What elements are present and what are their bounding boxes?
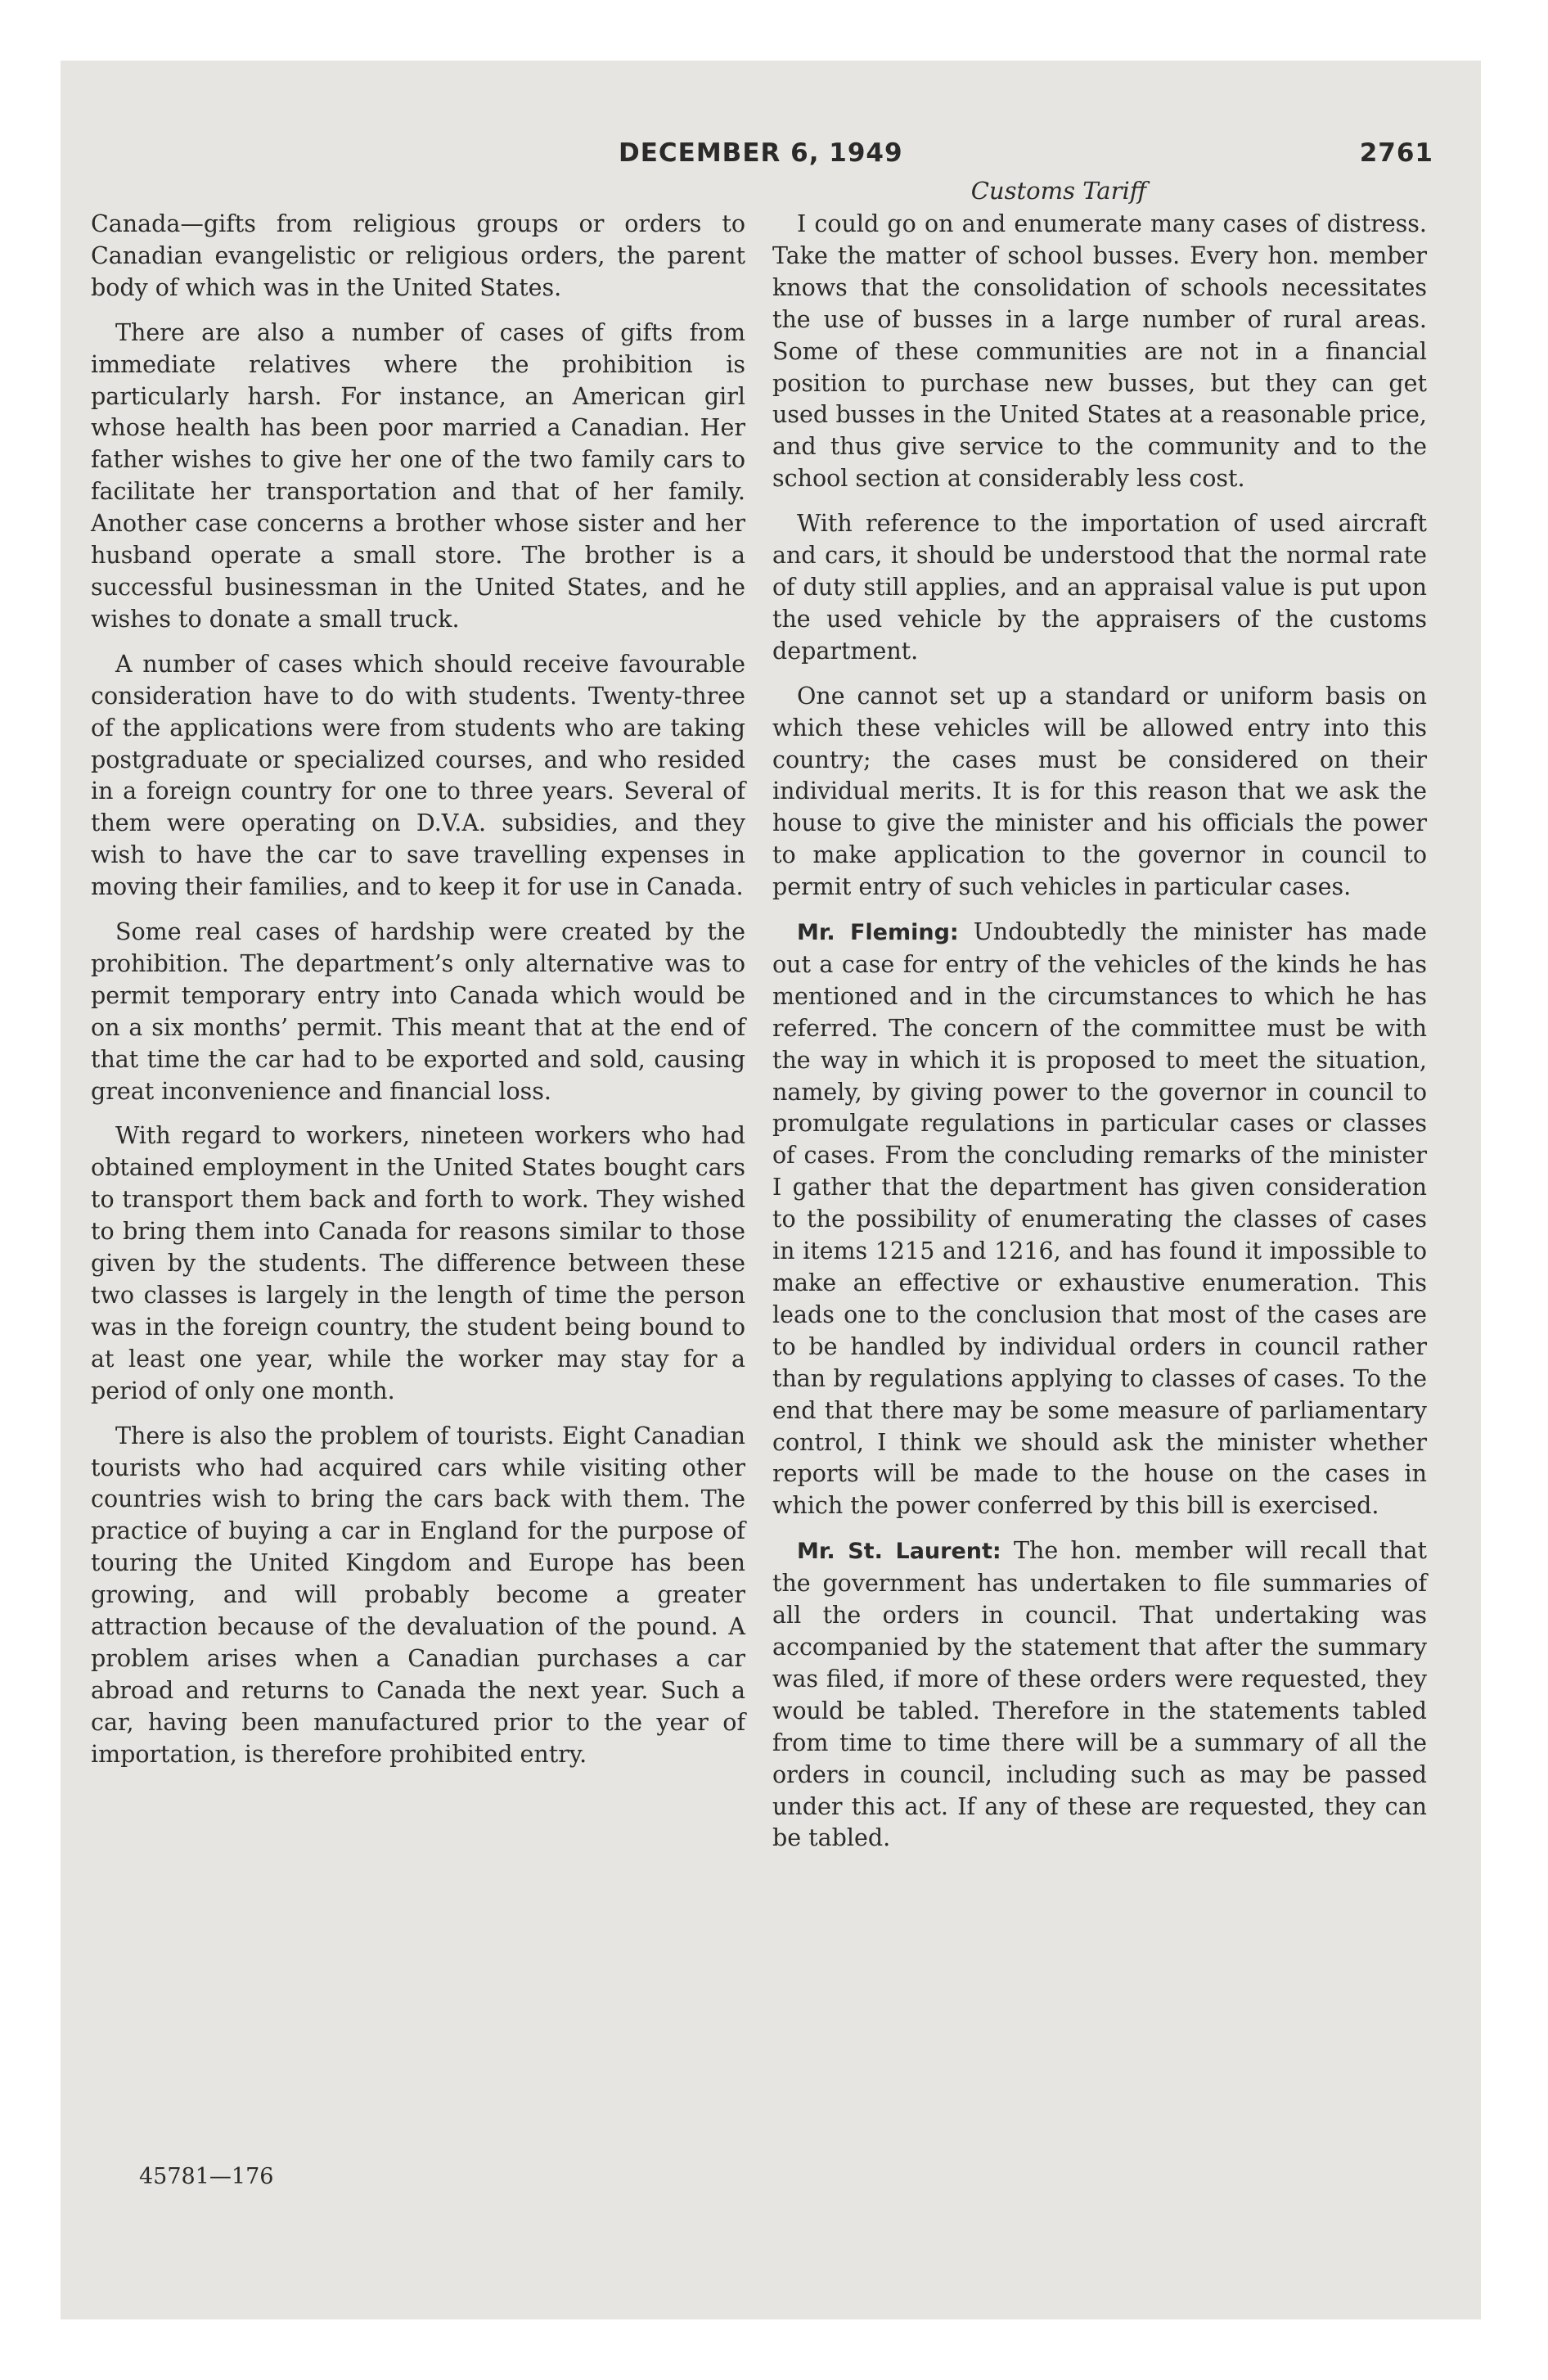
page-number: 2761 xyxy=(1359,138,1433,168)
paragraph: One cannot set up a standard or uniform basis on which these vehicles will be allowed entry into this country; the cases must be considered on their individual merits. It is for this reason that we ask the house to give the minister and his officials the power to make application to the governor in council to permit entry of such vehicles in particular cases. xyxy=(772,682,1427,901)
speech-text: The hon. member will recall that the government has undertaken to file summaries of all the orders in council. That undertaking was accompanied by the statement that after the summary was filed, if more of these orders were requested, they would be tabled. Therefore in the statements tabled from time to time there will be a summary of all the orders in council, including such as may be passed under this act. If any of these are requested, they can be tabled. xyxy=(772,1537,1427,1852)
running-subject: Customs Tariff xyxy=(970,177,1147,205)
paragraph: Canada—gifts from religious groups or orders to Canadian evangelistic or religious orders, the parent body of which was in the United States. xyxy=(91,210,745,301)
paragraph: Some real cases of hardship were created by the prohibition. The department’s only alternative was to permit temporary entry into Canada which would be on a six months’ permit. This meant that at the end of that time the car had to be exported and sold, causing great inconvenience and financial loss. xyxy=(91,918,745,1105)
document-page xyxy=(61,61,1481,2319)
paragraph: With regard to workers, nineteen workers who had obtained employment in the United States bought cars to transport them back and forth to work. They wished to bring them into Canada for reasons similar to those given by the students. The difference between these two classes is largely in the length of time the person was in the foreign country, the student being bound to at least one year, while the worker may stay for a period of only one month. xyxy=(91,1122,745,1404)
speaker-name: Mr. Fleming: xyxy=(797,920,959,946)
left-column xyxy=(91,209,745,1784)
speech-text: Undoubtedly the minister has made out a case for entry of the vehicles of the kinds he has mentioned and in the circumstances to which he has referred. The concern of the committee must be with the way in which it is proposed to meet the situation, namely, by giving power to the governor in council to promulgate regulations in particular cases or classes of cases. From the concluding remarks of the minister I gather that the department has given consideration to the possibility of enumerating the classes of cases in items 1215 and 1216, and has found it impossible to make an effective or exhaustive enumeration. This leads one to the conclusion that most of the cases are to be handled by individual orders in council rather than by regulations applying to classes of cases. To the end that there may be some measure of parliamentary control, I think we should ask the minister whether reports will be made to the house on the cases in which the power conferred by this bill is exercised. xyxy=(772,918,1428,1520)
paragraph: With reference to the importation of used aircraft and cars, it should be understood that the normal rate of duty still applies, and an appraisal value is put upon the used vehicle by the appraisers of the customs department. xyxy=(772,510,1427,665)
paragraph: I could go on and enumerate many cases of distress. Take the matter of school busses. Every hon. member knows that the consolidation of schools necessitates the use of busses in a large number of rural areas. Some of these communities are not in a financial position to purchase new busses, but they can get used busses in the United States at a reasonable price, and thus give service to the community and to the school section at considerably less cost. xyxy=(772,210,1427,493)
paragraph: A number of cases which should receive favourable consideration have to do with students. Twenty-three of the applications were from students who are taking postgraduate or specialized courses, and who resided in a foreign country for one to three years. Several of them were operating on D.V.A. subsidies, and they wish to have the car to save travelling expenses in moving their families, and to keep it for use in Canada. xyxy=(91,650,745,901)
right-column xyxy=(772,209,1427,1868)
paragraph: There is also the problem of tourists. Eight Canadian tourists who had acquired cars while visiting other countries wish to bring the cars back with them. The practice of buying a car in England for the purpose of touring the United Kingdom and Europe has been growing, and will probably become a greater attraction because of the devaluation of the pound. A problem arises when a Canadian purchases a car abroad and returns to Canada the next year. Such a car, having been manufactured prior to the year of importation, is therefore prohibited entry. xyxy=(91,1422,745,1768)
header-date: DECEMBER 6, 1949 xyxy=(619,138,903,168)
paragraph: There are also a number of cases of gifts from immediate relatives where the prohibition is particularly harsh. For instance, an American girl whose health has been poor married a Canadian. Her father wishes to give her one of the two family cars to facilitate her transportation and that of her family. Another case concerns a brother whose sister and her husband operate a small store. The brother is a successful businessman in the United States, and he wishes to donate a small truck. xyxy=(91,318,745,633)
speech-paragraph xyxy=(772,1535,1427,1855)
speech-paragraph xyxy=(772,917,1427,1522)
printer-code: 45781—176 xyxy=(139,2164,274,2189)
speaker-name: Mr. St. Laurent: xyxy=(797,1539,1001,1565)
